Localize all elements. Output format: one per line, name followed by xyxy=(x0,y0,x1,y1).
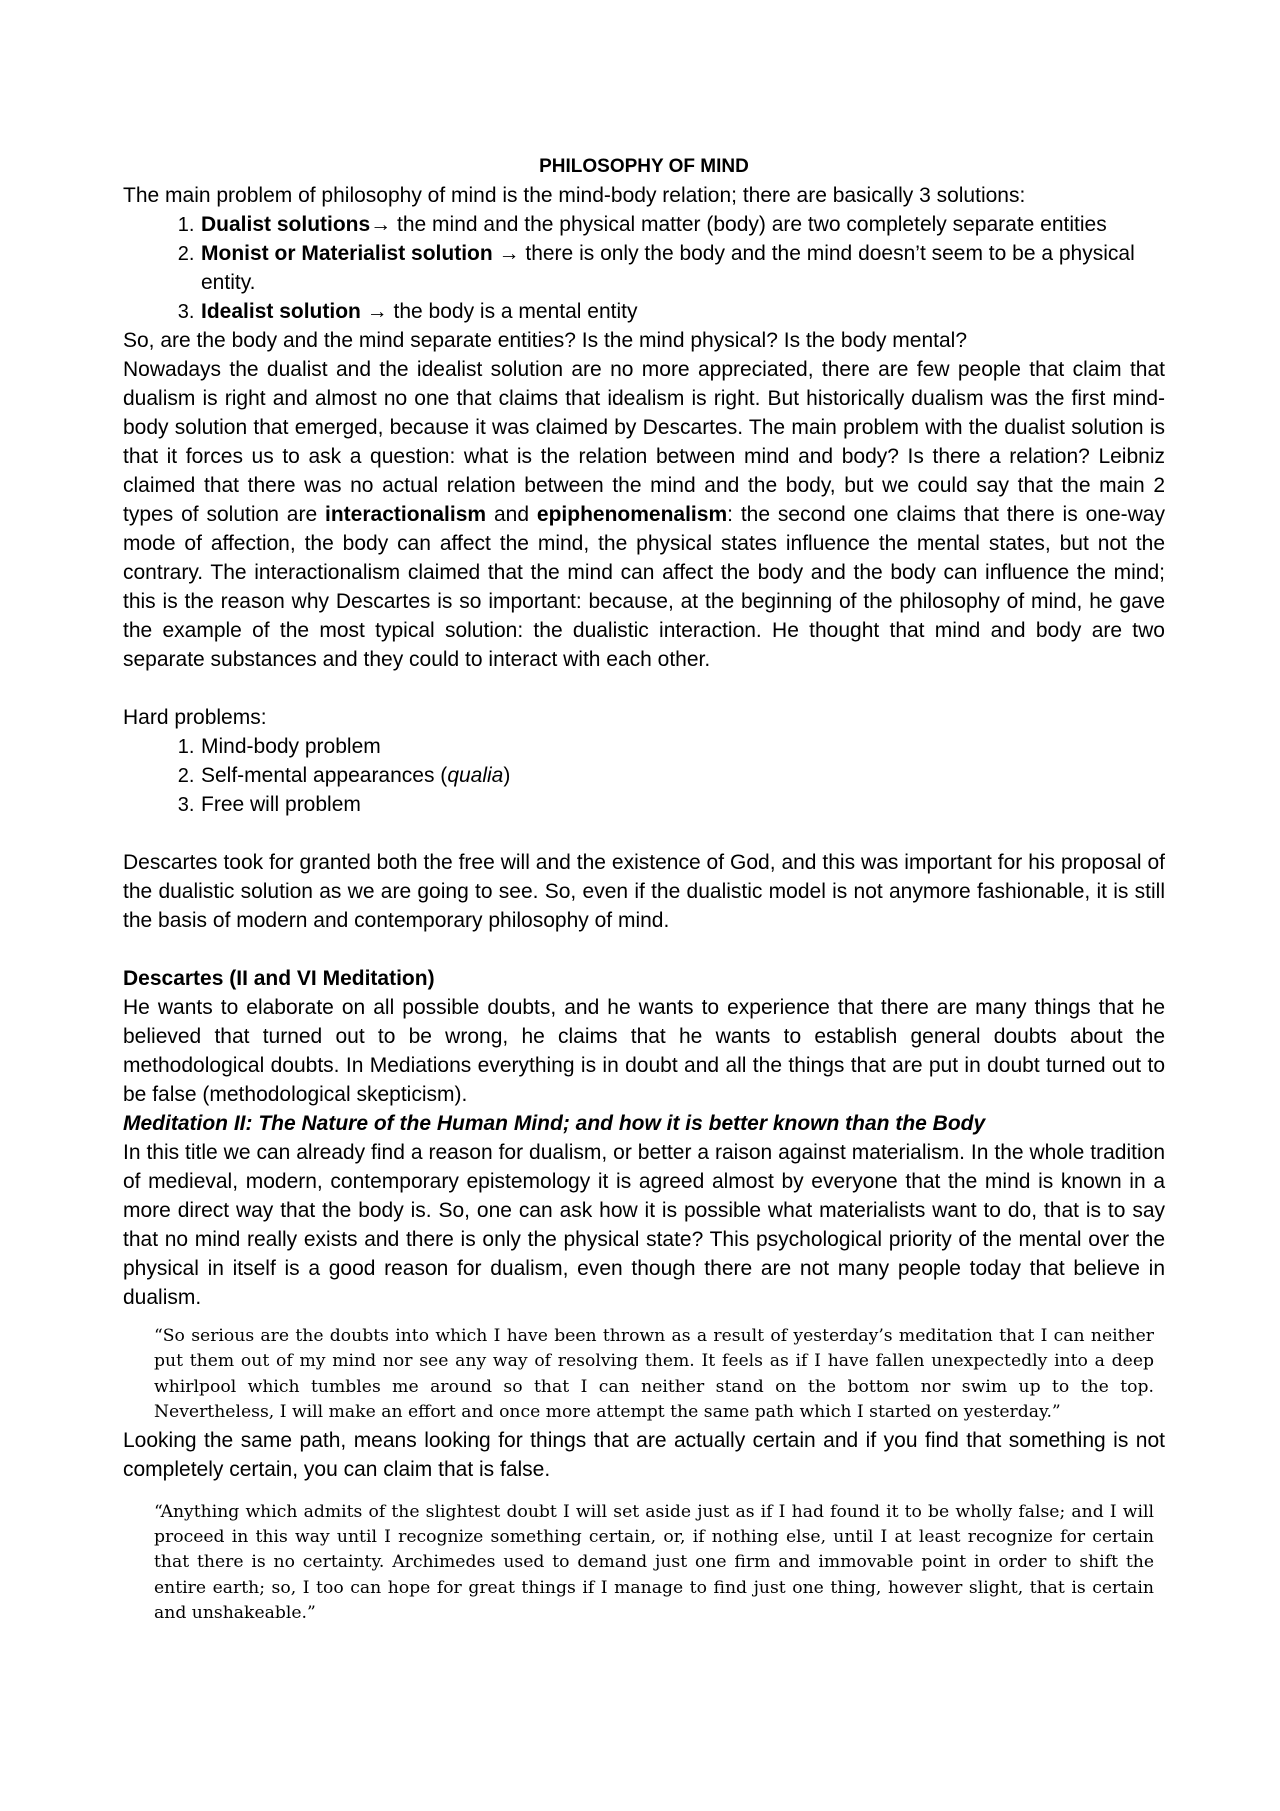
questions-line: So, are the body and the mind separate entities? Is the mind physical? Is the body mental? xyxy=(123,329,968,352)
list-item xyxy=(200,239,1165,297)
same-path-paragraph: Looking the same path, means looking for things that are actually certain and if you find that something is not completely certain, you can claim that is false. xyxy=(123,1428,1165,1481)
solution-term: Idealist solution → xyxy=(201,300,388,323)
list-item: 3. Free will problem xyxy=(200,790,1165,819)
section-heading: Descartes (II and VI Meditation) xyxy=(123,967,435,990)
list-item: 1. Mind-body problem xyxy=(200,732,1165,761)
free-will-paragraph: Descartes took for granted both the free will and the existence of God, and this was important for his proposal of the dualistic solution as we are going to see. So, even if the dualistic model is not anymore fashionable, it is still the basis of modern and contemporary philosophy of mind. xyxy=(123,851,1165,932)
quote-block: “So serious are the doubts into which I have been thrown as a result of yesterday’s meditation that I can neither put them out of my mind nor see any way of resolving them. It feels as if I have fallen unexpectedly into a deep whirlpool which tumbles me around so that I can neither stand on the bottom nor swim up to the top. Nevertheless, I will make an effort and once more attempt the same path which I started on yesterday.” xyxy=(154,1326,1154,1423)
term-epiphenomenalism: epiphenomenalism xyxy=(536,503,728,526)
list-item: 2. Self-mental appearances (qualia) xyxy=(200,761,1165,790)
meditation-heading: Meditation II: The Nature of the Human Mind; and how it is better known than the Body xyxy=(123,1112,986,1135)
meditation-paragraph: In this title we can already find a reason for dualism, or better a raison against materialism. In the whole tradition of medieval, modern, contemporary epistemology it is agreed almost by everyone that the mind is known in a more direct way that the body is. So, one can ask how it is possible what materialists want to do, that is to say that no mind really exists and there is only the physical state? This psychological priority of the mental over the physical in itself is a good reason for dualism, even though there are not many people today that believe in dualism. xyxy=(123,1141,1165,1309)
list-item xyxy=(200,297,1165,326)
solution-desc: there is only the body and the mind doesn’t seem to be a physical entity. xyxy=(201,242,1135,294)
solution-desc: the body is a mental entity xyxy=(387,300,638,323)
document-page xyxy=(123,152,1165,1627)
term-interactionalism: interactionalism xyxy=(325,503,487,526)
solution-term: Monist or Materialist solution → xyxy=(201,242,520,265)
dualism-paragraph: Nowadays the dualist and the idealist solution are no more appreciated, there are few people that claim that dualism is right and almost no one that claims that idealism is right. But historically dualism was the first mind-body solution that emerged, because it was claimed by Descartes. The main problem with the dualist solution is that it forces us to ask a question: what is the relation between mind and body? Is there a relation? Leibniz claimed that there was no actual relation between the mind and the body, but we could say that the main 2 types of solution are interactionalism and epiphenomenalism: the second one claims that there is one-way mode of affection, the body can affect the mind, the physical states influence the mental states, but not the contrary. The interactionalism claimed that the mind can affect the body and the body can influence the mind; this is the reason why Descartes is so important: because, at the beginning of the philosophy of mind, he gave the example of the most typical solution: the dualistic interaction. He thought that mind and body are two separate substances and they could to interact with each other. xyxy=(123,358,1165,671)
document-title: PHILOSOPHY OF MIND xyxy=(539,156,749,177)
quote-block: “Anything which admits of the slightest doubt I will set aside just as if I had found it to be wholly false; and I will proceed in this way until I recognize something certain, or, if nothing else, until I at least recognize for certain that there is no certainty. Archimedes used to demand just one firm and immovable point in order to shift the entire earth; so, I too can hope for great things if I manage to find just one thing, however slight, that is certain and unshakeable.” xyxy=(154,1501,1154,1624)
hard-problems-heading: Hard problems: xyxy=(123,706,267,729)
doubts-paragraph: He wants to elaborate on all possible doubts, and he wants to experience that there are many things that he believed that turned out to be wrong, he claims that he wants to establish general doubts about the methodological doubts. In Mediations everything is in doubt and all the things that are put in doubt turned out to be false (methodological skepticism). xyxy=(123,996,1165,1106)
qualia-term: qualia xyxy=(447,764,504,787)
list-item xyxy=(200,210,1165,239)
solutions-list xyxy=(123,210,1165,326)
solution-term: Dualist solutions→ xyxy=(201,213,392,236)
intro-paragraph: The main problem of philosophy of mind is the mind-body relation; there are basically 3 solutions: xyxy=(123,184,1026,207)
solution-desc: the mind and the physical matter (body) are two completely separate entities xyxy=(391,213,1107,236)
hard-problems-list xyxy=(123,732,1165,819)
